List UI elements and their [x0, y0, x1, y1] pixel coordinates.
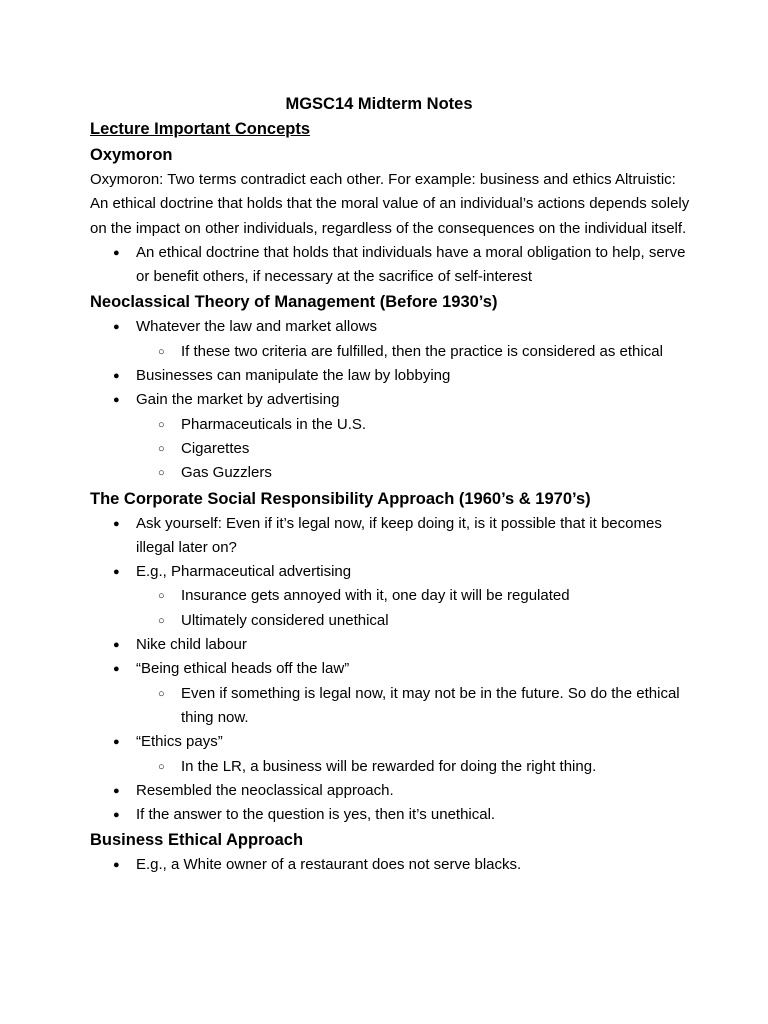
list-item [90, 633, 690, 657]
sublist [136, 340, 690, 364]
list-item-text: Resembled the neoclassical approach. [136, 781, 394, 799]
bullet-icon: ● [113, 517, 120, 530]
list-item-text: E.g., Pharmaceutical advertising [136, 563, 352, 581]
bullet-icon: ● [113, 321, 120, 334]
section-heading-lecture-concepts: Lecture Important Concepts [90, 120, 311, 138]
heading-neoclassical: Neoclassical Theory of Management (Before 1930’s) [90, 293, 498, 312]
heading-oxymoron: Oxymoron [90, 146, 173, 164]
list-business-ethical-approach [90, 853, 690, 877]
list-item-text: Nike child labour [136, 636, 247, 654]
list-item [90, 560, 690, 633]
list-item-text: If the answer to the question is yes, then it’s unethical. [136, 806, 496, 824]
sublist-item [136, 755, 690, 779]
sub-bullet-icon: ○ [158, 467, 165, 480]
list-item [90, 388, 690, 485]
list-item [90, 853, 690, 877]
sublist-item-text: If these two criteria are fulfilled, then the practice is considered as ethical [181, 342, 663, 360]
list-item [90, 315, 690, 364]
list-item [90, 779, 690, 803]
sublist-item-text: Pharmaceuticals in the U.S. [181, 415, 367, 433]
bullet-icon: ● [113, 394, 120, 407]
list-item-text: “Ethics pays” [136, 733, 223, 751]
sublist-item [136, 682, 690, 731]
bullet-icon: ● [113, 859, 120, 872]
sublist-item-text: In the LR, a business will be rewarded for doing the right thing. [181, 757, 597, 775]
bullet-icon: ● [113, 663, 120, 676]
bullet-icon: ● [113, 246, 120, 259]
sublist-item-text: Even if something is legal now, it may not be in the future. So do the ethical thing now. [181, 684, 680, 726]
list-item [90, 730, 690, 779]
sublist-item-text: Cigarettes [181, 439, 250, 457]
list-item [90, 657, 690, 730]
list-item-text: Gain the market by advertising [136, 391, 340, 409]
bullet-icon: ● [113, 566, 120, 579]
document-title: MGSC14 Midterm Notes [285, 95, 473, 113]
list-neoclassical [90, 315, 690, 485]
list-item [90, 512, 690, 561]
sublist-item [136, 609, 690, 633]
list-item-text: An ethical doctrine that holds that individuals have a moral obligation to help, serve or benefit others, if necessary at the sacrifice of self-interest [136, 243, 686, 286]
sublist [136, 584, 690, 633]
sublist [136, 682, 690, 731]
sublist-item [136, 584, 690, 608]
sub-bullet-icon: ○ [158, 760, 165, 773]
sublist [136, 413, 690, 486]
sublist-item [136, 461, 690, 485]
sub-bullet-icon: ○ [158, 345, 165, 358]
heading-csr: The Corporate Social Responsibility Approach (1960’s & 1970’s) [90, 489, 591, 508]
sub-bullet-icon: ○ [158, 614, 165, 627]
sublist-item [136, 413, 690, 437]
list-csr [90, 512, 690, 828]
document-page [90, 92, 690, 878]
bullet-icon: ● [113, 736, 120, 749]
sublist-item-text: Insurance gets annoyed with it, one day it will be regulated [181, 587, 570, 605]
list-item [90, 241, 690, 290]
list-item-text: E.g., a White owner of a restaurant does not serve blacks. [136, 856, 522, 874]
list-item-text: “Being ethical heads off the law” [136, 660, 350, 678]
sublist-item-text: Gas Guzzlers [181, 464, 272, 482]
paragraph-oxymoron-definition: Oxymoron: Two terms contradict each other. For example: business and ethics Altruistic: An ethical doctrine that holds that the moral value of an individual’s actions depends solely on the impact on other individuals, regardless of the consequences on the individual itself. [90, 171, 690, 237]
list-oxymoron [90, 241, 690, 290]
list-item-text: Ask yourself: Even if it’s legal now, if keep doing it, is it possible that it becomes illegal later on? [136, 514, 662, 556]
bullet-icon: ● [113, 370, 120, 383]
list-item [90, 364, 690, 388]
sub-bullet-icon: ○ [158, 687, 165, 700]
heading-business-ethical-approach: Business Ethical Approach [90, 831, 304, 850]
bullet-icon: ● [113, 639, 120, 652]
bullet-icon: ● [113, 784, 120, 797]
sub-bullet-icon: ○ [158, 590, 165, 603]
bullet-icon: ● [113, 809, 120, 822]
sub-bullet-icon: ○ [158, 442, 165, 455]
sublist-item-text: Ultimately considered unethical [181, 611, 389, 629]
list-item-text: Whatever the law and market allows [136, 318, 377, 336]
sublist [136, 755, 690, 779]
list-item-text: Businesses can manipulate the law by lobbying [136, 367, 451, 385]
sublist-item [136, 340, 690, 364]
sub-bullet-icon: ○ [158, 418, 165, 431]
list-item [90, 803, 690, 827]
sublist-item [136, 437, 690, 461]
